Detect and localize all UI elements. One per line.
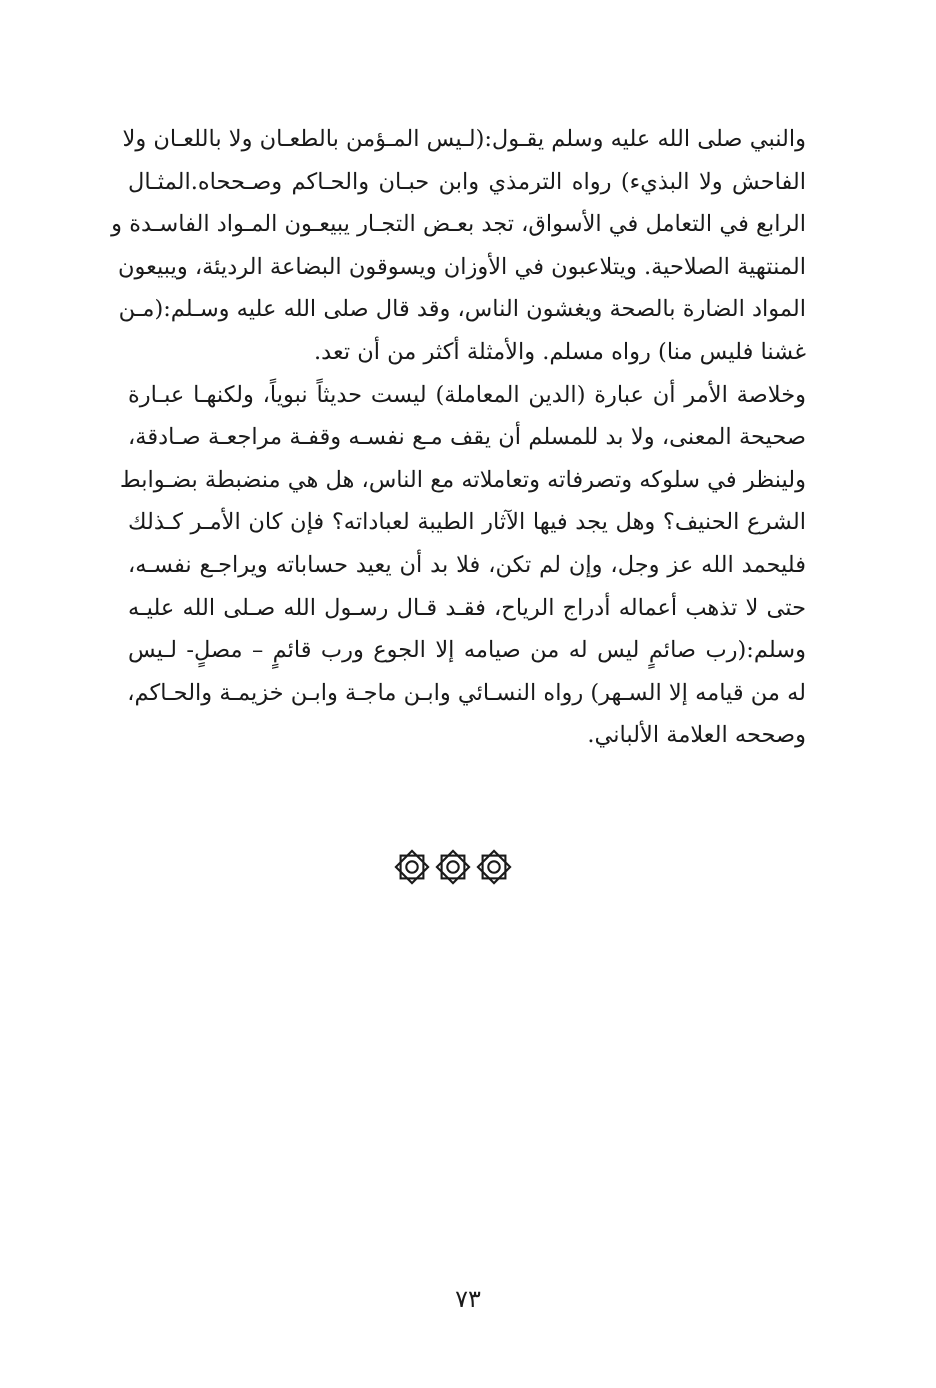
text-line: ولينظر في سلوكه وتصرفاته وتعاملاته مع الناس، هل هي منضبطة بضـوابط (119, 466, 806, 493)
text-line: غشنا فليس منا) رواه مسلم. والأمثلة أكثر من أن تعد. (314, 338, 806, 365)
text-line: له من قيامه إلا السـهر) رواه النسـائي وابـن ماجـة وابـن خزيمـة والحـاكم، (127, 679, 806, 706)
text-line: والنبي صلى الله عليه وسلم يقـول:(لـيس المـؤمن بالطعـان ولا باللعـان ولا (122, 126, 806, 152)
text-line: الرابع في التعامل في الأسواق، تجد بعـض التجـار يبيعـون المـواد الفاسـدة و (111, 211, 806, 238)
paragraph-1 (111, 118, 806, 374)
text-line: وصححه العلامة الألباني. (587, 722, 806, 749)
eight-point-star-icon (393, 848, 431, 886)
text-line: الشرع الحنيف؟ وهل يجد فيها الآثار الطيبة لعباداته؟ فإن كان الأمـر كـذلك (128, 509, 806, 536)
eight-point-star-icon (434, 848, 472, 886)
body-text (111, 118, 806, 757)
text-line: صحيحة المعنى، ولا بد للمسلم أن يقف مـع نفسـه وقفـة مراجعـة صـادقة، (128, 424, 806, 451)
text-line: حتى لا تذهب أعماله أدراج الرياح، فقـد قـال رسـول الله صـلى الله عليـه (128, 594, 806, 621)
text-line: فليحمد الله عز وجل، وإن لم تكن، فلا بد أن يعيد حساباته ويراجـع نفسـه، (128, 551, 806, 578)
text-line: المواد الضارة بالصحة ويغشون الناس، وقد قال صلى الله عليه وسـلم:(مـن (118, 296, 806, 323)
text-line: وسلم:(رب صائمٍ ليس له من صيامه إلا الجوع ورب قائمٍ – مصلٍ- لـيس (128, 637, 806, 664)
text-line: المنتهية الصلاحية. ويتلاعبون في الأوزان ويسوقون البضاعة الرديئة، ويبيعون (118, 253, 806, 280)
eight-point-star-icon (475, 848, 513, 886)
section-divider-ornament (393, 845, 513, 889)
text-line: وخلاصة الأمر أن عبارة (الدين المعاملة) ليست حديثاً نبوياً، ولكنهـا عبـارة (128, 381, 806, 408)
paragraph-2 (119, 374, 806, 757)
text-line: الفاحش ولا البذيء) رواه الترمذي وابن حبـان والحـاكم وصـححاه.المثـال (128, 168, 806, 195)
page-number: ٧٣ (455, 1285, 481, 1313)
